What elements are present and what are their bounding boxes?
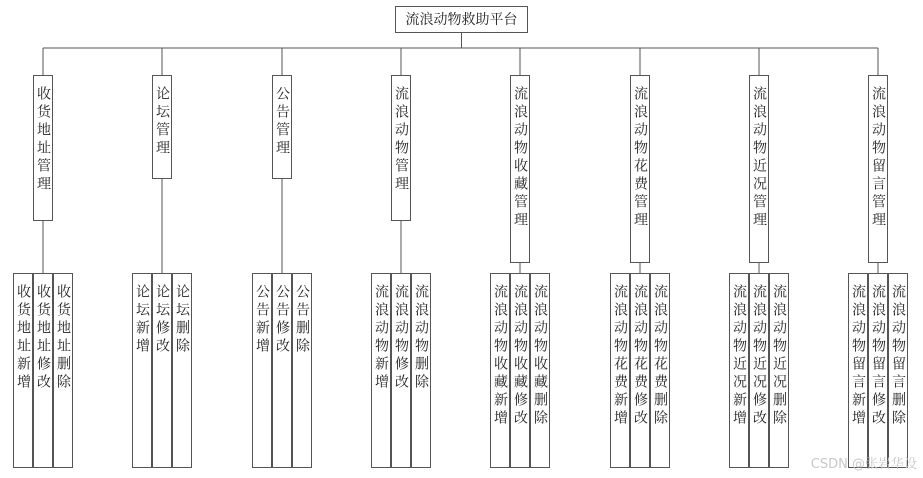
leaf-node bbox=[371, 273, 391, 468]
leaf-label: 流浪动物留言新增 bbox=[850, 284, 866, 428]
module-label: 流浪动物近况管理 bbox=[751, 86, 767, 230]
leaf-label: 流浪动物花费新增 bbox=[612, 284, 628, 428]
leaf-label: 流浪动物修改 bbox=[393, 284, 409, 392]
leaf-node bbox=[490, 273, 510, 468]
leaf-node bbox=[272, 273, 292, 468]
leaf-node bbox=[252, 273, 272, 468]
leaf-label: 收货地址删除 bbox=[55, 284, 71, 392]
module-node bbox=[868, 75, 888, 263]
leaf-label: 流浪动物收藏修改 bbox=[512, 284, 528, 428]
leaf-label: 公告新增 bbox=[254, 284, 270, 356]
root-node bbox=[395, 6, 528, 33]
leaf-label: 流浪动物留言删除 bbox=[890, 284, 906, 428]
leaf-label: 公告删除 bbox=[294, 284, 310, 356]
leaf-node bbox=[630, 273, 650, 468]
leaf-node bbox=[650, 273, 670, 468]
leaf-label: 流浪动物近况新增 bbox=[731, 284, 747, 428]
root-label: 流浪动物救助平台 bbox=[405, 11, 518, 28]
module-label: 收货地址管理 bbox=[35, 86, 51, 194]
leaf-label: 公告修改 bbox=[274, 284, 290, 356]
module-label: 流浪动物管理 bbox=[393, 86, 409, 194]
leaf-node bbox=[530, 273, 550, 468]
module-node bbox=[391, 75, 411, 221]
watermark: CSDN @张岩华设 bbox=[810, 457, 917, 472]
module-node bbox=[33, 75, 53, 221]
leaf-node bbox=[411, 273, 431, 468]
leaf-node bbox=[610, 273, 630, 468]
leaf-node bbox=[510, 273, 530, 468]
leaf-label: 流浪动物近况删除 bbox=[771, 284, 787, 428]
leaf-node bbox=[13, 273, 33, 468]
leaf-node bbox=[749, 273, 769, 468]
module-node bbox=[152, 75, 172, 179]
module-node bbox=[510, 75, 530, 263]
module-label: 公告管理 bbox=[274, 86, 290, 158]
leaf-node bbox=[292, 273, 312, 468]
module-label: 流浪动物花费管理 bbox=[632, 86, 648, 230]
leaf-node bbox=[868, 273, 888, 468]
module-node bbox=[272, 75, 292, 179]
leaf-label: 流浪动物花费删除 bbox=[652, 284, 668, 428]
leaf-label: 流浪动物收藏新增 bbox=[492, 284, 508, 428]
leaf-label: 论坛修改 bbox=[154, 284, 170, 356]
leaf-label: 收货地址新增 bbox=[15, 284, 31, 392]
leaf-label: 收货地址修改 bbox=[35, 284, 51, 392]
leaf-node bbox=[848, 273, 868, 468]
leaf-node bbox=[888, 273, 908, 468]
leaf-label: 流浪动物花费修改 bbox=[632, 284, 648, 428]
leaf-node bbox=[729, 273, 749, 468]
module-label: 流浪动物留言管理 bbox=[870, 86, 886, 230]
leaf-label: 流浪动物新增 bbox=[373, 284, 389, 392]
module-label: 流浪动物收藏管理 bbox=[512, 86, 528, 230]
leaf-node bbox=[391, 273, 411, 468]
leaf-label: 论坛删除 bbox=[174, 284, 190, 356]
leaf-label: 流浪动物近况修改 bbox=[751, 284, 767, 428]
leaf-node bbox=[53, 273, 73, 468]
leaf-node bbox=[769, 273, 789, 468]
leaf-label: 流浪动物删除 bbox=[413, 284, 429, 392]
leaf-node bbox=[33, 273, 53, 468]
leaf-node bbox=[152, 273, 172, 468]
leaf-label: 论坛新增 bbox=[134, 284, 150, 356]
leaf-label: 流浪动物留言修改 bbox=[870, 284, 886, 428]
leaf-node bbox=[172, 273, 192, 468]
module-label: 论坛管理 bbox=[154, 86, 170, 158]
module-node bbox=[749, 75, 769, 263]
leaf-node bbox=[132, 273, 152, 468]
module-node bbox=[630, 75, 650, 263]
leaf-label: 流浪动物收藏删除 bbox=[532, 284, 548, 428]
